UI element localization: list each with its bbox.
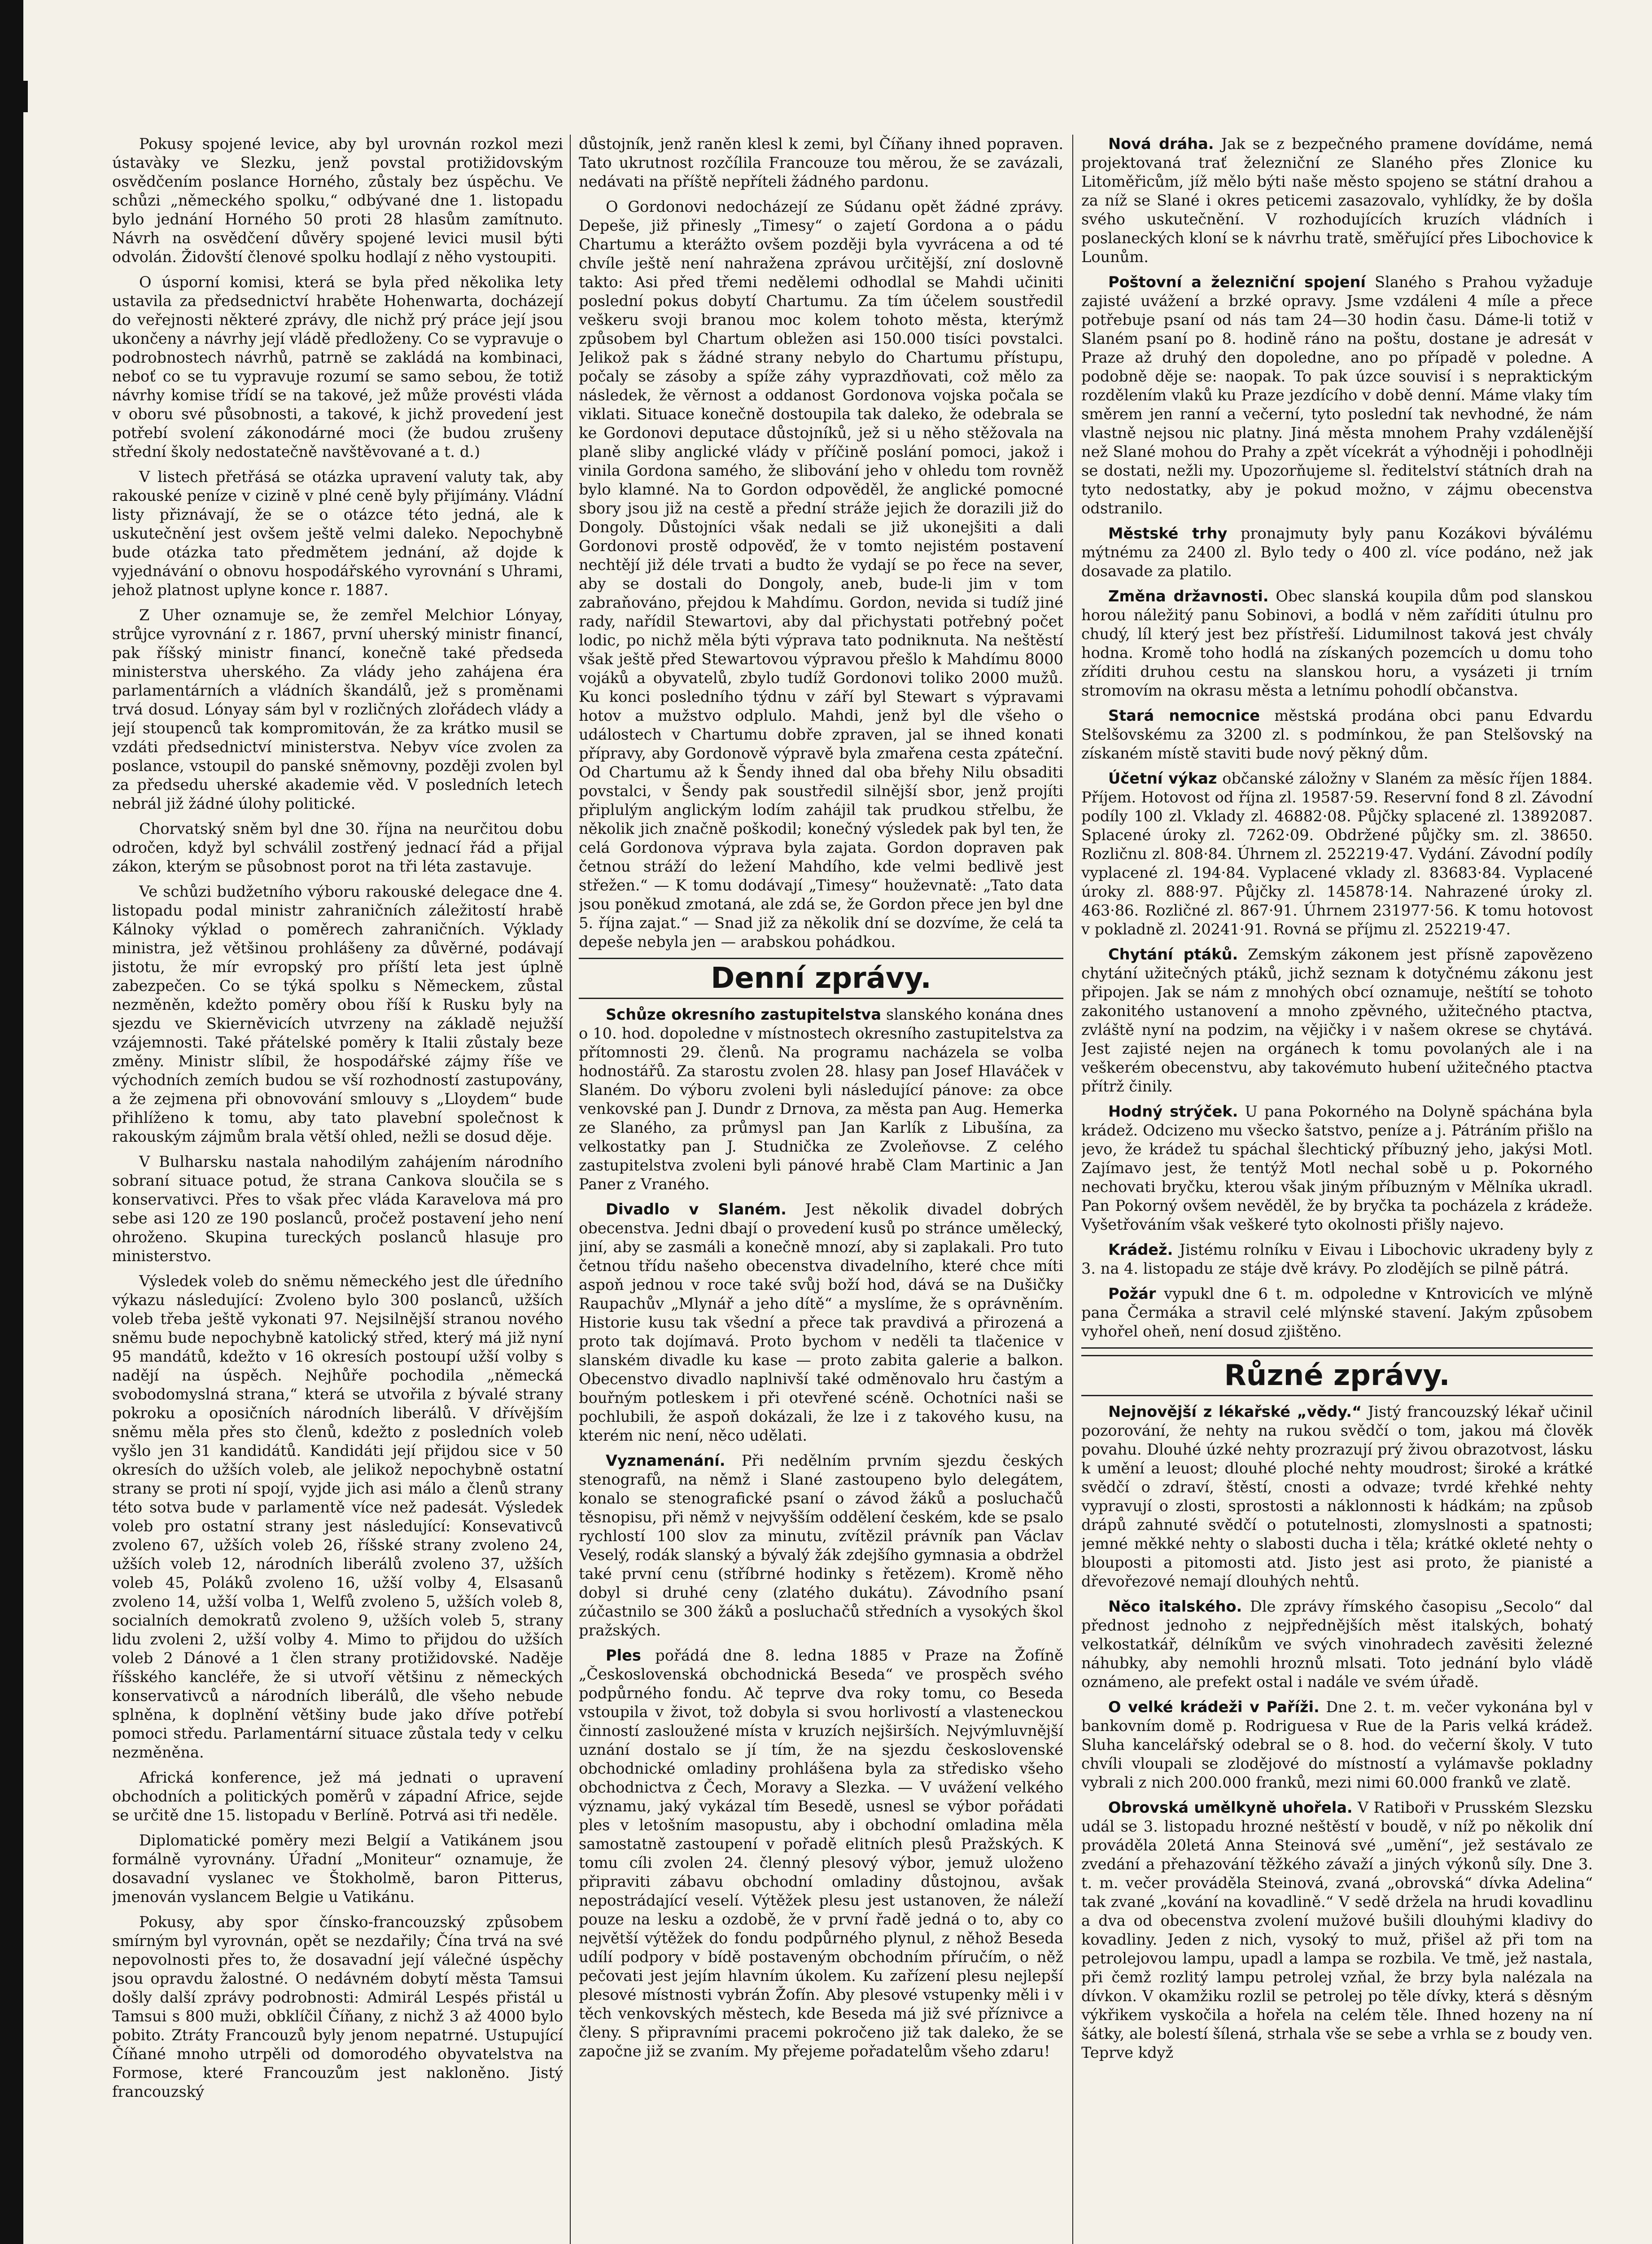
article-text: Dne 2. t. m. večer vykonána byl v bankovním domě p. Rodriguesa v Rue de la Paris velká krádež. Sluha kancelářský odebral se o 8. hod. do večerní školy. V tuto chvíli vloupali se zlodějové do místností a vylámavše pokladny vybrali z nich 200.000 franků, mezi nimi 60.000 franků ve zlatě. — [1081, 1698, 1593, 1791]
article-paragraph — [112, 606, 563, 813]
article-headline: Hodný strýček. — [1108, 1103, 1238, 1120]
page-edge-notch — [23, 81, 28, 112]
article-paragraph — [112, 882, 563, 1146]
article-paragraph — [1081, 524, 1593, 581]
section-divider — [1081, 1347, 1593, 1349]
article-text: Při nedělním prvním sjezdu českých stenografů, na němž i Slané zastoupeno bylo delegátem, konalo se stenografické psaní o závod žáků a posluchačů těsnopisu, při němž v nejvyšším oddělení českém, kde se psalo rychlostí 100 slov za minutu, zvítězil právník pan Václav Veselý, rodák slanský a bývalý žák zdejšího gymnasia a obdržel také první cenu (stříbrné hodinky s řetězem). Kromě něho dobyl si druhé ceny (zlatého dukátu). Závodního psaní zúčastnilo se 300 žáků a posluchačů středních a vysokých škol pražských. — [579, 1452, 1063, 1639]
column-1 — [112, 135, 563, 2244]
article-text: Ve schůzi budžetního výboru rakouské delegace dne 4. listopadu podal ministr zahraničních záležitostí hrabě Kálnoky výklad o poměrech zahraničních. Výklady ministra, jež většinou prohlášeny za důvěrné, podávají jistotu, že mír evropský pro příští leta jest úplně zabezpečen. Co se týká spolku s Německem, zůstal nezměněn, kdežto poměry obou říší k Rusku byly na sjezdu ve Skierněvicích utvrzeny na základě nejužší vzájemnosti. Také přátelské poměry k Italii zůstaly beze změny. Ministr slíbil, že hospodářské zájmy říše ve východních zemích budou se vší rozhodností zastupovány, a že zejmena při obnovování smlouvy s „Lloydem“ bude přihlíženo k tomu, aby tato plavební společnost k rakouským zájmům brala větší ohled, nežli se dosud děje. — [112, 883, 563, 1145]
article-text: Dle zprávy římského časopisu „Secolo“ dal přednost jednoho z nejpřednějších měst italských, bohatý velkostatkář, délníkům ve svých vinohradech zavěsiti železné náhubky, aby nemohli hroznů mlsati. Toto jednání bylo vládě oznámeno, ale prefekt ostal i nadále ve svém úřadě. — [1081, 1598, 1593, 1691]
column-3 — [1081, 135, 1593, 2244]
article-paragraph — [579, 1005, 1063, 1194]
article-paragraph — [112, 1913, 563, 2101]
article-paragraph — [1081, 706, 1593, 763]
article-paragraph — [1081, 1402, 1593, 1591]
article-text: pořádá dne 8. ledna 1885 v Praze na Žofíně „Československá obchodnická Beseda“ ve prospěch svého podpůrného fondu. Ač teprve dva roky tomu, co Beseda vstoupila v život, tož dobyla si svou horlivostí a vlasteneckou činností zasloužené místa v kruzích nejširších. Nejvýmluvnější uznání dostalo se jí tím, že na sjezdu československé obchodnické omladiny prohlášena byla za středisko všeho obchodnictva z Čech, Moravy a Slezka. — V uvážení velkého významu, jaký vykázal tím Besedě, usnesl se výbor pořádati ples v letošním masopustu, aby i obchodní omladina měla samostatně zastoupení v pořadě elitních plesů Pražských. K tomu cíli zvolen 24. členný plesový výbor, jemuž uloženo připraviti zábavu obchodní omladiny důstojnou, avšak nepostrádající veselí. Výtěžek plesu jest ustanoven, že náleží pouze na lesku a ozdobě, že v první řadě jedná o to, aby co největší výtěžek do fondu podpůrného plynul, z něhož Beseda udílí podpory v bídě postaveným obchodním příručím, o něž pečovati jest jejím hlavním úkolem. Ku zařízení plesu nejlepší plesové místnosti vybrán Žofín. Aby plesové vstupenky měli i v těch venkovských městech, kde Beseda má již své příznivce a členy. S připravními pracemi pokročeno již tak daleko, že se započne již se zvaním. My přejeme pořadatelům všeho zdaru! — [579, 1647, 1063, 2060]
article-text: Z Uher oznamuje se, že zemřel Melchior Lónyay, strůjce vyrovnání z r. 1867, první uherský ministr financí, pak říšský ministr financí, konečně také předseda ministerstva uherského. Za vlády jeho zahájena éra parlamentárních a vládních škandálů, jež s proměnami trvá dosud. Lónyay sám byl v rozličných zlořádech vlády a její stoupenců tak kompromitován, že za krátko musil se vzdáti předsednictví ministerstva. Nebyv více zvolen za poslance, vstoupil do panské sněmovny, později zvolen byl za předsedu uherské akademie věd. V posledních letech nebrál již žádné úlohy politické. — [112, 606, 563, 812]
article-paragraph — [112, 468, 563, 600]
article-text: Diplomatické poměry mezi Belgií a Vatikánem jsou formálně vyrovnány. Úřadní „Moniteur“ oznamuje, že dosavadní vyslanec ve Štokholmě, baron Pitterus, jmenován vyslancem Belgie u Vatikánu. — [112, 1832, 563, 1906]
article-text: vypukl dne 6 t. m. odpoledne v Kntrovicích ve mlýně pana Čermáka a stravil celé mlýnské stavení. Jakým způsobem vyhořel oheň, není dosud zjištěno. — [1081, 1285, 1593, 1340]
article-text: důstojník, jenž raněn klesl k zemi, byl Číňany ihned popraven. Tato ukrutnost rozčílila Francouze tou měrou, že se zavázali, nedávati na příště nepříteli žádného pardonu. — [579, 135, 1063, 190]
article-paragraph — [1081, 769, 1593, 939]
article-paragraph — [579, 197, 1063, 951]
article-paragraph — [579, 1200, 1063, 1445]
article-text: Chorvatský sněm byl dne 30. října na neurčitou dobu odročen, když byl schválil zostřený jednací řád a přijal zákon, kterým se působnost porot na tři léta zastavuje. — [112, 820, 563, 875]
article-text: Výsledek voleb do sněmu německého jest dle úředního výkazu následující: Zvoleno bylo 300 poslanců, užších voleb třeba ještě vykonati 97. Nejsilnější stranou nového sněmu bude nepochybně katolický střed, který má již nyní 95 mandátů, kdežto v 16 okresích postoupí užší volby s nadějí na úspěch. Nejhůře pochodila „německá svobodomyslná strana,“ která se utvořila z bývalé strany pokroku a oposičních národních liberálů. V dřívějším sněmu měla přes sto členů, kdežto z posledních voleb vyšlo jen 31 kandidátů. Kandidáti její přijdou sice v 50 okresích do užších voleb, ale jelikož nepochybně ostatní strany se proti ní spojí, vyjde jich asi málo a členů strany této sotva bude v parlamentě více než padesát. Výsledek voleb pro ostatní strany jest následující: Konsevativců zvoleno 67, užších voleb 26, říšské strany zvoleno 24, užších voleb 12, národních liberálů zvoleno 37, užších voleb 45, Poláků zvoleno 16, užší volby 4, Elsasanů zvoleno 14, užší volba 1, Welfů zvoleno 5, užších voleb 8, socialních demokratů zvoleno 9, užších voleb 5, strany lidu zvoleni 2, užší volby 4. Mimo to přijdou do užších voleb 2 Dánové a 1 člen strany protižidovské. Naděje říšského kancléře, že si utvoří většinu z německých konservativců a národních liberálů, dle všeho nebude splněna, k doplnění většiny bude jako dříve potřebí pomoci středu. Parlamentární situace zůstala tedy v celku nezměněna. — [112, 1272, 563, 1761]
column-rule — [1072, 135, 1073, 2244]
article-headline: Ples — [606, 1647, 641, 1664]
article-headline: Obrovská umělkyně uhořela. — [1108, 1799, 1353, 1816]
article-paragraph — [1081, 945, 1593, 1096]
article-headline: Nová dráha. — [1108, 135, 1214, 153]
article-headline: Účetní výkaz — [1108, 770, 1217, 787]
article-text: U pana Pokorného na Dolyně spáchána byla krádež. Odcizeno mu všecko šatstvo, peníze a j. Pátráním přišlo na jevo, že krádež tu spáchal šlechtický příbuzný jeho, jakýsi Motl. Zajímavo jest, že tentýž Motl nechal sobě u p. Pokorného nechovati bryčku, kterou však jiným příbuzným v Mělníka ukradl. Pan Pokorný ovšem nevěděl, že by bryčka ta pocházela z krádeže. Vyšetřováním však veškeré tyto okolnosti přišly najevo. — [1081, 1103, 1593, 1233]
article-paragraph — [1081, 1698, 1593, 1792]
article-text: Obec slanská koupila dům pod slanskou horou náležitý panu Sobinovi, a bodlá v něm zaříditi útulnu pro chudý, líl který jest bez přístřeší. Lidumilnost taková jest chvály hodna. Kromě toho hodlá na získaných pozemcích u domu toho zříditi druhou cestu na slanskou horu, a vysázeti ji trním stromovím na okrasu města a letnímu pohodlí občanstva. — [1081, 587, 1593, 699]
article-headline: Nejnovější z lékařské „vědy.“ — [1108, 1403, 1362, 1420]
article-paragraph — [1081, 135, 1593, 267]
article-paragraph — [579, 1451, 1063, 1640]
article-text: slanského konána dnes o 10. hod. dopoledne v místnostech okresního zastupitelstva za přítomnosti 29. členů. Na programu nacházela se volba hodnostářů. Za starostu zvolen 28. hlasy pan Josef Hlaváček v Slaném. Do výboru zvoleni byli následující pánove: za obce venkovské pan J. Dundr z Drnova, za města pan Aug. Hemerka ze Slaného, za průmysl pan Jan Karlík z Libušína, za velkostatky pan J. Studnička ze Zvoleňovse. Z celého zastupitelstva zvoleni byli pánové hrabě Clam Martinic a Jan Paner z Vraného. — [579, 1006, 1063, 1193]
article-text: O Gordonovi nedocházejí ze Súdanu opět žádné zprávy. Depeše, již přinesly „Timesy“ o zajetí Gordona a o pádu Chartumu a kterážto ovšem později byla vyvrácena a od té chvíle ještě není nahražena zprávou určitější, zní doslovně takto: Asi před třemi nedělemi odhodlal se Mahdi učiniti poslední pokus dobytí Chartumu. Za tím účelem soustředil veškeru svoji branou moc kolem tohoto města, kterýmž způsobem byl Chartum obležen asi 150.000 tisíci povstalci. Jelikož pak s žádné strany nebylo do Chartumu přístupu, počaly se zásoby a spíže záhy vyprazdňovati, což mělo za následek, že věrnost a oddanost Gordonova vojska počala se viklati. Situace konečně dostoupila tak daleko, že odebrala se ke Gordonovi deputace důstojníků, jež si u něho stěžovala na planě sliby anglické vlády v příčině poslání pomoci, jakož i vinila Gordona samého, že slibování jeho v ohledu tom rovněž bylo klamné. Na to Gordon odpověděl, že anglické pomocné sbory jsou již na cestě a přední stráže jejich že dorazili již do Dongoly. Důstojníci však nedali se již ukonejšiti a dali Gordonovi prostě odpověď, že v tomto nejistém postavení nechtějí již déle trvati a budto že vydají se po řece na sever, aby se dostali do Dongoly, aneb, bude-li jim v tom zabraňováno, přejdou k Mahdímu. Gordon, nevida si tudíž jiné rady, nařídil Stewartovi, aby dal přichystati potřebný počet lodic, po nichž měla býti výprava tato podniknuta. Na neštěstí však ještě před Stewartovou výpravou přešlo k Mahdímu 8000 vojáků a obyvatelů, zbylo tudíž Gordonovi toliko 2000 mužů. Ku konci posledního týdnu v září byl Stewart s výpravami hotov a mužstvo odplulo. Mahdi, jenž byl dle všeho o událostech v Chartumu dobře zpraven, jal se ihned konati přípravy, aby Gordonově výpravě byla zmařena cesta zpáteční. Od Chartumu až k Šendy ihned dal oba břehy Nilu obsaditi povstalci, v Šendy pak soustředil silnější sbor, jenž projíti připlulým anglickým lodím zahájil tak prudkou střelbu, že několik jich značně poškodil; konečný výsledek pak byl ten, že celá Gordonova výprava byla zajata. Gordon dopraven pak četnou stráží do ležení Mahdího, kde velmi bedlivě jest střežen.“ — K tomu dodávají „Timesy“ houževnatě: „Tato data jsou poněkud zmotaná, ale zdá se, že Gordon přece jen byl dne 5. října zajat.“ — Snad již za několik dní se dozvíme, že celá ta depeše nebyla jen — arabskou pohádkou. — [579, 198, 1063, 951]
article-headline: Krádež. — [1108, 1241, 1173, 1258]
article-text: občanské záložny v Slaném za měsíc říjen 1884. Příjem. Hotovost od října zl. 19587·59. Reservní fond 8 zl. Závodní podíly 100 zl. Vklady zl. 46882·08. Půjčky splacené zl. 13892087. Splacené úroky zl. 7262·09. Obdržené půjčky sm. zl. 38650. Rozličnu zl. 808·84. Úhrnem zl. 252219·47. Vydání. Závodní podíly vyplacené zl. 194·84. Vyplacené vklady zl. 83683·84. Vyplacené úroky zl. 888·97. Půjčky zl. 145878·14. Nahrazené úroky zl. 463·86. Rozličné zl. 867·91. Úhrnem 231977·56. K tomu hotovost v pokladně zl. 20241·91. Rovná se příjmu zl. 252219·47. — [1081, 770, 1593, 938]
article-headline: Změna državnosti. — [1108, 587, 1269, 605]
article-paragraph — [1081, 1597, 1593, 1692]
article-headline: Něco italského. — [1108, 1598, 1242, 1615]
article-text: Pokusy, aby spor čínsko-francouzský způsobem smírným byl vyrovnán, opět se nezdařily; Čína trvá na své nepovolnosti přes to, že dosavadní její válečné úspěchy jsou opravdu žalostné. O nedávném dobytí města Tamsui došly další zprávy podrobnosti: Admirál Lespés přistál u Tamsui s 800 muži, obklíčil Číňany, z nichž 3 až 4000 bylo pobito. Ztráty Francouzů byly jenom nepatrné. Ustupující Číňané mnoho utrpěli od domorodého obyvatelstva na Formose, které Francouzům jest nakloněno. Jistý francouzský — [112, 1913, 563, 2100]
article-paragraph — [112, 1768, 563, 1825]
article-paragraph — [112, 1153, 563, 1266]
article-paragraph — [1081, 273, 1593, 518]
section-heading: Denní zprávy. — [579, 958, 1063, 999]
article-headline: Požár — [1108, 1285, 1156, 1302]
article-paragraph — [112, 273, 563, 461]
column-rule — [570, 135, 571, 2244]
article-text: Pokusy spojené levice, aby byl urovnán rozkol mezi ústavàky ve Slezku, jenž povstal protižidovským osvědčením poslance Horného, zůstaly bez úspěchu. Ve schůzi „německého spolku,“ odbývané dne 1. listopadu bylo jednání Horného 50 proti 28 hlasům zamítnuto. Návrh na osvědčení důvěry spojené levici musil býti odvolán. Židovští členové spolku hodlají z něho vystoupiti. — [112, 135, 563, 266]
article-headline: Divadlo v Slaném. — [606, 1201, 787, 1218]
article-headline: Poštovní a železniční spojení — [1108, 273, 1366, 291]
article-text: Jest několik divadel dobrých obecenstva. Jedni dbají o provedení kusů po stránce umělecký, jiní, aby se zasmáli a konečně mnozí, aby si zaplakali. Pro tuto četnou třídu našeho obecenstva divadelního, které chce míti aspoň jednou v roce také svůj boží hod, dává se na Dušičky Raupachův „Mlynář a jeho dítě“ a myslíme, že s oprávněním. Historie kusu tak všední a přece tak pravdivá a přirozená a proto tak dojímavá. Proto bychom v neděli ta tlačenice v slanském divadle ku kase — proto zabita galerie a balkon. Obecenstvo divadlo naplnivší také odměnovalo hru častým a bouřným potleskem i při otevřené scéně. Ochotníci naši se pochlubili, že aspoň dokázali, že lze i z takového kusu, na kterém nic není, něco udělati. — [579, 1201, 1063, 1444]
article-paragraph — [112, 820, 563, 876]
article-text: Jistý francouzský lékař učinil pozorování, že nehty na rukou svědčí o tom, jakou má člověk povahu. Dlouhé úzké nehty prozrazují prý živou obrazotvost, lásku k umění a leuost; dlouhé ploché nehty moudrost; široké a krátké svědčí o zdraví, štěstí, cnosti a odvaze; tvrdé křehké nehty vypravují o zlosti, sprostosti a náklonnosti k hádkám; na způsob drápů zahnuté svědčí o potutelnosti, zlomyslnosti a spatnosti; jemné měkké nehty o slabosti ducha i těla; krátké okleté nehty o blouposti a pitomosti atd. Jisto jest asi proto, že pianisté a dřevořezové nemají dlouhých nehtů. — [1081, 1403, 1593, 1590]
article-text: V listech přetřásá se otázka upravení valuty tak, aby rakouské peníze v cizině v plné ceně byly přijímány. Vládní listy přiznávají, že se o otázce této jedná, ale k uskutečnění jest ovšem ještě velmi daleko. Nepochybně bude otázka tato předmětem jednání, až dojde k vyjednávání o obnovu hospodářského vyrovnání s Uhrami, jehož platnost uplyne konce r. 1887. — [112, 468, 563, 599]
article-text: Jistému rolníku v Eivau i Libochovic ukradeny byly z 3. na 4. listopadu ze stáje dvě krávy. Po zlodějích se pilně pátrá. — [1081, 1241, 1593, 1277]
article-text: V Bulharsku nastala nahodilým zahájením národního sobraní situace potud, že strana Cankova sloučila se s konservativci. Přes to však přec vláda Karavelova má pro sebe asi 120 ze 190 poslanců, pročež postavení jeho není ohroženo. Skupina tureckých poslanců hlasuje pro ministerstvo. — [112, 1153, 563, 1265]
article-text: městská prodána obci panu Edvardu Stelšovskému za 3200 zl. s podmínkou, že pan Stelšovský na získaném místě staviti bude nový pěkný dům. — [1081, 707, 1593, 762]
article-paragraph — [1081, 1102, 1593, 1234]
article-text: V Ratiboři v Prusském Slezsku udál se 3. listopadu hrozné neštěstí v boudě, v níž po několik dní prováděla 20letá Anna Steinová své „umění“, jež sestávalo ze zvedání a přehazování těžkého závaží a jiných výkonů síly. Dne 3. t. m. večer prováděla Steinová, zvaná „obrovská“ dívka Adelina“ tak zvané „kování na kovadlině.“ V sedě držela na hrudi kovadlinu a dva od obecenstva zvolení mužové bušili dlouhými kladivy do kovadliny. Jeden z nich, vysoký to muž, přišel až při tom na petrolejovou lampu, upadl a lampa se rozbila. Ve tmě, jež nastala, při čemž rozlitý lampu petrolej vzňal, že brzy byla nalézala na dívkon. V okamžiku rozlil se petrolej po těle dívky, která s děsným výkřikem vyskočila a hořela na celém těle. Ihned hozeny na ní šátky, ale bolestí šílená, strhala vše se sebe a vrhla se z boudy ven. Teprve když — [1081, 1799, 1593, 2061]
article-headline: Městské trhy — [1108, 525, 1228, 542]
article-paragraph — [112, 1831, 563, 1907]
article-headline: Stará nemocnice — [1108, 707, 1260, 724]
article-headline: Vyznamenání. — [606, 1452, 725, 1469]
article-headline: Chytání ptáků. — [1108, 946, 1238, 963]
column-2 — [579, 135, 1063, 2244]
article-paragraph — [579, 135, 1063, 191]
article-paragraph — [112, 135, 563, 267]
article-headline: Schůze okresního zastupitelstva — [606, 1006, 881, 1023]
article-text: pronajmuty byly panu Kozákovi býválému mýtnému za 2400 zl. Bylo tedy o 400 zl. více podáno, než jak dosavade za platilo. — [1081, 525, 1593, 580]
newspaper-page — [112, 135, 1593, 2244]
article-text: O úsporní komisi, která se byla před několika lety ustavila za předsednictví hraběte Hohenwarta, docházejí do veřejnosti některé zprávy, dle nichž prý práce její jsou ukončeny a návrhy její vládě předloženy. Co se vypravuje o podrobnostech návrhů, patrně se zakládá na kombinaci, neboť co se tu vypravuje rozumí se samo sebou, že totiž návrhy komise třídí se na takové, jež může provésti vláda v oboru své působnosti, a takové, k jichž provedení jest potřebí svolení zákonodárné moci (že budou zrušeny střední školy nedostatečně navštěvované a t. d.) — [112, 273, 563, 460]
article-paragraph — [1081, 1284, 1593, 1341]
article-paragraph — [579, 1646, 1063, 2061]
page-edge-shadow — [0, 0, 23, 2244]
article-paragraph — [1081, 1798, 1593, 2062]
article-paragraph — [112, 1272, 563, 1762]
article-headline: O velké krádeži v Paříži. — [1108, 1698, 1320, 1716]
article-text: Jak se z bezpečného pramene dovídáme, nemá projektovaná trať železniční ze Slaného přes Zlonice ku Litoměřicům, jíž mělo býti naše město spojeno se státní drahou a za níž se Slané i okres peticemi zasazovalo, vyhlídky, že by došla svého uskutečnění. V rozhodujících kruzích vládních i poslaneckých kloní se k návrhu tratě, směřující přes Libochovice k Lounům. — [1081, 135, 1593, 266]
section-heading: Různé zprávy. — [1081, 1355, 1593, 1396]
article-paragraph — [1081, 1240, 1593, 1278]
article-text: Zemským zákonem jest přísně zapovězeno chytání užitečných ptáků, jichž seznam k dotyčnému zákonu jest připojen. Jak se nám z mnohých obcí oznamuje, neštítí se tohoto zakonitého ustanovení a mnoho zpěvného, užitečného ptactva, zvláště nyní na podzim, na vějičky i v našem okrese se chytává. Jest zajisté nejen na orgánech k tomu povolaných ale i na veškerém obecenstvu, aby takovémuto hubení užitečného ptactva přítrž činily. — [1081, 946, 1593, 1095]
article-paragraph — [1081, 587, 1593, 700]
article-text: Slaného s Prahou vyžaduje zajisté uvážení a brzké opravy. Jsme vzdáleni 4 míle a přece potřebuje psaní od nás tam 24—30 hodin času. Dáme-li totiž v Slaném psaní po 8. hodině ráno na poštu, dostane je adresát v Praze až druhý den dopoledne, ano po případě v poledne. A podobně děje se: naopak. To pak úzce souvisí i s nepraktickým rozdělením vlaků ku Praze jezdícího v době denní. Máme vlaky tím směrem jen ranní a večerní, tyto poslední tak nevhodné, že nám vlastně nejsou nic platny. Jiná města mnohem Prahy vzdálenější než Slané mohou do Prahy a zpět vícekrát a výhodněji i pohodlněji se dostati, nežli my. Upozorňujeme sl. ředitelství státních drah na tyto nedostatky, aby je pokud možno, v zájmu obecenstva odstranilo. — [1081, 273, 1593, 517]
article-text: Africká konference, jež má jednati o upravení obchodních a politických poměrů v západní Africe, sejde se určitě dne 15. listopadu v Berlíně. Potrvá asi tři neděle. — [112, 1769, 563, 1824]
